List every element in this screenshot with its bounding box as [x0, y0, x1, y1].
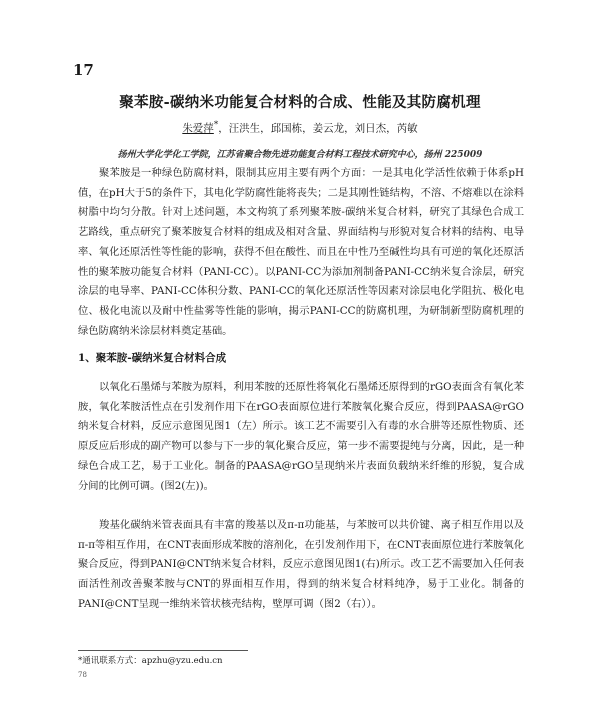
body-paragraph-1: 以氧化石墨烯与苯胺为原料，利用苯胺的还原性将氧化石墨烯还原得到的rGO表面含有氧化苯胺，氧化苯胺活性点在引发剂作用下在rGO表面原位进行苯胺氧化聚合反应，得到PAASA@rGO纳米复合材料，反应示意图见图1（左）所示。该工艺不需要引入有毒的水合肼等还原性物质、还原反应后形成的副产物可以参与下一步的氧化聚合反应，第一步不需要提纯与分离，因此，是一种绿色合成工艺，易于工业化。制备的PAASA@rGO呈现纳米片表面负载纳米纤维的形貌，复合成分间的比例可调。(图2(左))。 [78, 381, 524, 492]
affiliation: 扬州大学化学化工学院，江苏省聚合物先进功能复合材料工程技术研究中心，扬州 225009 [117, 150, 483, 160]
footer-code: 78 [78, 671, 87, 679]
paper-title: 聚苯胺-碳纳米功能复合材料的合成、性能及其防腐机理 [119, 94, 481, 111]
co-authors: ，汪洪生，邱国栋，姜云龙，刘日杰，芮敏 [218, 122, 418, 135]
first-author: 朱爱萍 [182, 122, 214, 135]
page-number: 17 [73, 61, 94, 79]
footnote: *通讯联系方式：apzhu@yzu.edu.cn [78, 656, 223, 666]
body-paragraph-2: 羧基化碳纳米管表面具有丰富的羧基以及π-π功能基，与苯胺可以共价键、离子相互作用以及π-π等相互作用，在CNT表面形成苯胺的溶剂化，在引发剂作用下，在CNT表面原位进行苯胺氧化聚合反应，得到PANI@CNT纳米复合材料，反应示意图见图1(右)所示。改工艺不需要加入任何表面活性剂改善聚苯胺与CNT的界面相互作用，得到的纳米复合材料纯净，易于工业化。制备的PANI@CNT呈现一维纳米管状核壳结构，壁厚可调（图2（右））。 [78, 519, 524, 610]
corresponding-mark: * [213, 120, 219, 130]
author-line [0, 120, 600, 136]
footnote-rule [78, 650, 248, 651]
section-heading: 1、聚苯胺-碳纳米复合材料合成 [78, 352, 227, 364]
abstract-paragraph: 聚苯胺是一种绿色防腐材料，限制其应用主要有两个方面：一是其电化学活性依赖于体系pH值，在pH大于5的条件下，其电化学防腐性能将丧失；二是其刚性链结构，不溶、不熔难以在涂料树脂中均匀分散。针对上述问题，本文构筑了系列聚苯胺-碳纳米复合材料，研究了其绿色合成工艺路线，重点研究了聚苯胺复合材料的组成及相对含量、界面结构与形貌对复合材料的结构、电导率、氧化还原活性等性能的影响，获得不但在酸性、而且在中性乃至碱性均具有可逆的氧化还原活性的聚苯胺功能复合材料（PANI-CC）。以PANI-CC为添加剂制备PANI-CC纳米复合涂层，研究涂层的电导率、PANI-CC体积分数、PANI-CC的氧化还原活性等因素对涂层电化学阻抗、极化电位、极化电流以及耐中性盐雾等性能的影响，揭示PANI-CC的防腐机理，为研制新型防腐机理的绿色防腐纳米涂层材料奠定基础。 [78, 167, 524, 337]
